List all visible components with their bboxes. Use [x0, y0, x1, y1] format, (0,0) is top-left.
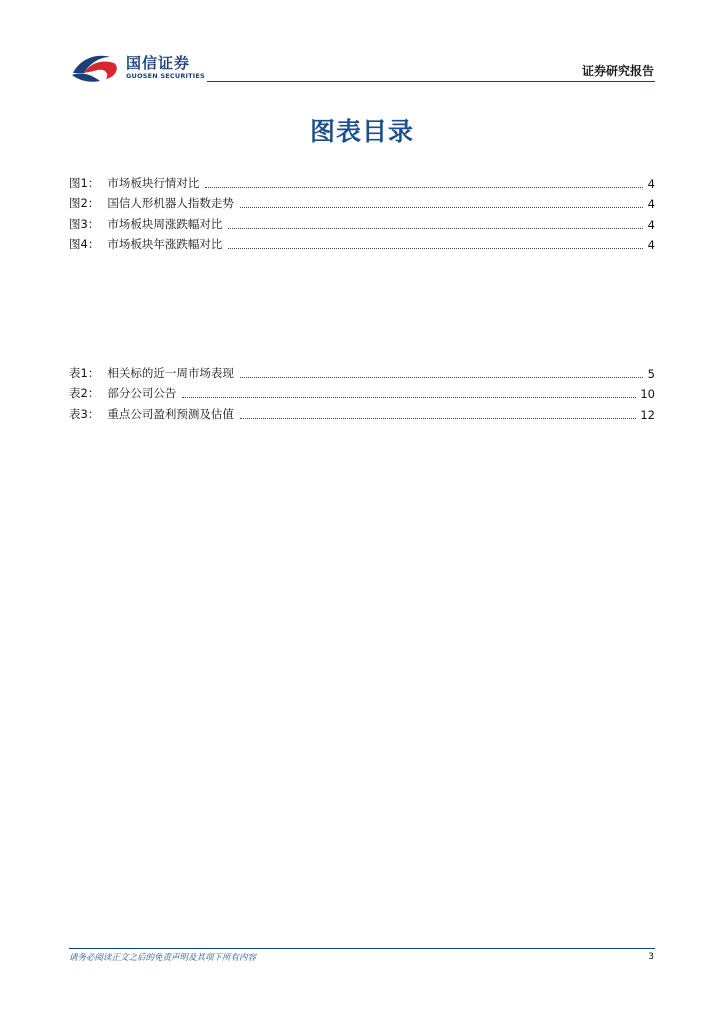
toc-entry-page: 5 — [647, 366, 655, 381]
guosen-logo-mark-icon — [70, 51, 124, 85]
page-title: 图表目录 — [309, 117, 414, 146]
report-type-label: 证券研究报告 — [581, 64, 654, 78]
table-list — [69, 360, 655, 422]
toc-entry-text: 市场板块行情对比 — [107, 175, 200, 190]
figure-list — [69, 170, 655, 252]
page-header — [0, 0, 724, 84]
toc-dot-leader — [240, 410, 637, 419]
toc-entry-label: 图3： — [69, 216, 100, 231]
toc-entry-label: 表3： — [69, 406, 100, 421]
toc-entry-text: 市场板块周涨跌幅对比 — [107, 216, 223, 231]
toc-dot-leader — [240, 369, 643, 378]
toc-entry-text: 国信人形机器人指数走势 — [107, 196, 234, 210]
toc-entry-table-3[interactable] — [69, 401, 655, 422]
toc-entry-text: 相关标的近一周市场表现 — [107, 365, 234, 380]
toc-entry-page: 10 — [640, 387, 655, 401]
toc-entry-page: 4 — [647, 217, 655, 232]
toc-entry-label: 图1： — [69, 175, 100, 190]
footer-divider — [69, 948, 655, 949]
toc-entry-figure-3[interactable] — [69, 211, 655, 232]
toc-entry-label: 表1： — [69, 365, 100, 380]
toc-entry-page: 12 — [640, 407, 655, 422]
toc-dot-leader — [240, 199, 643, 208]
toc-entry-table-2[interactable] — [69, 381, 655, 402]
toc-entry-text: 部分公司公告 — [107, 386, 177, 400]
guosen-logo — [70, 51, 210, 85]
footer-disclaimer: 请务必阅读正文之后的免责声明及其项下所有内容 — [69, 953, 257, 963]
toc-entry-label: 图4： — [69, 237, 100, 251]
toc-entry-page: 4 — [647, 197, 655, 211]
toc-entry-figure-2[interactable] — [69, 191, 655, 212]
toc-dot-leader — [205, 179, 643, 188]
toc-entry-text: 重点公司盈利预测及估值 — [107, 406, 234, 421]
toc-entry-page: 4 — [647, 238, 655, 252]
toc-entry-figure-1[interactable] — [69, 170, 655, 191]
toc-entry-label: 表2： — [69, 386, 100, 400]
toc-entry-table-1[interactable] — [69, 360, 655, 381]
toc-entry-page: 4 — [647, 176, 655, 191]
toc-entry-label: 图2： — [69, 196, 100, 210]
page-number: 3 — [648, 952, 654, 962]
toc-dot-leader — [228, 220, 643, 229]
header-divider — [207, 81, 655, 82]
toc-dot-leader — [228, 240, 643, 249]
logo-name-cn: 国信证券 — [126, 54, 191, 72]
toc-dot-leader — [182, 389, 636, 398]
logo-name-en: GUOSEN SECURITIES — [126, 72, 205, 80]
toc-entry-text: 市场板块年涨跌幅对比 — [107, 237, 223, 251]
toc-entry-figure-4[interactable] — [69, 232, 655, 253]
